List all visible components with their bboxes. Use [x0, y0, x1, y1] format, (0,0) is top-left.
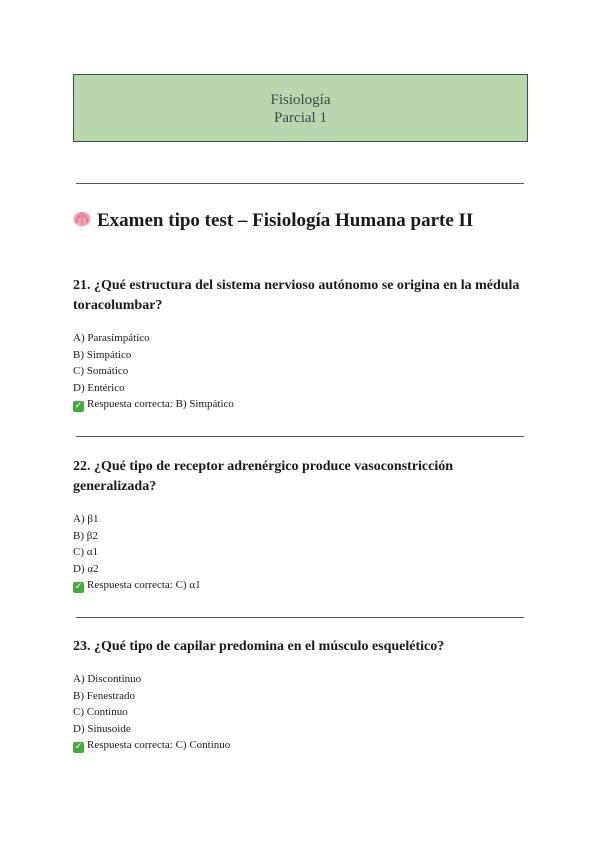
check-icon: ✓ — [74, 582, 83, 593]
question-block — [73, 637, 528, 754]
option-d: D) Entérico — [73, 381, 125, 394]
option-c: C) α1 — [73, 546, 99, 559]
option-a: A) β1 — [73, 513, 99, 525]
option-a: A) Parasimpático — [73, 332, 150, 344]
option-c: C) Continuo — [73, 706, 128, 719]
correct-answer-text: Respuesta correcta: C) Continuo — [87, 739, 231, 752]
divider — [76, 436, 524, 437]
header-subject: Fisiología — [270, 92, 331, 108]
options-list — [73, 511, 528, 594]
correct-answer-text: Respuesta correcta: C) α1 — [87, 579, 201, 592]
question-text: 22. ¿Qué tipo de receptor adrenérgico produce vasoconstricción generalizada? — [73, 459, 454, 494]
option-b: B) Fenestrado — [73, 689, 136, 702]
divider — [76, 617, 524, 618]
question-text: 21. ¿Qué estructura del sistema nervioso autónomo se origina en la médula toracolumbar? — [73, 278, 520, 313]
option-b: B) Simpático — [73, 348, 132, 361]
options-list — [73, 671, 528, 754]
page-title-text: Examen tipo test – Fisiología Humana parte II — [97, 210, 474, 231]
option-c: C) Somático — [73, 365, 129, 378]
question-text: 23. ¿Qué tipo de capilar predomina en el músculo esquelético? — [73, 639, 445, 654]
brain-icon — [73, 211, 91, 227]
header-box — [73, 74, 528, 142]
correct-answer — [73, 577, 528, 594]
question-block — [73, 457, 528, 594]
correct-answer-text: Respuesta correcta: B) Simpático — [87, 398, 234, 411]
options-list — [73, 330, 528, 413]
option-d: D) Sinusoide — [73, 722, 131, 735]
correct-answer — [73, 737, 528, 754]
divider — [76, 183, 524, 184]
option-d: D) α2 — [73, 562, 99, 575]
option-a: A) Discontinuo — [73, 673, 142, 685]
check-icon: ✓ — [74, 401, 83, 412]
correct-answer — [73, 396, 528, 413]
header-subtitle: Parcial 1 — [274, 110, 327, 126]
check-icon: ✓ — [74, 742, 83, 753]
page-title — [73, 208, 533, 234]
option-b: B) β2 — [73, 529, 98, 542]
question-block — [73, 276, 528, 413]
